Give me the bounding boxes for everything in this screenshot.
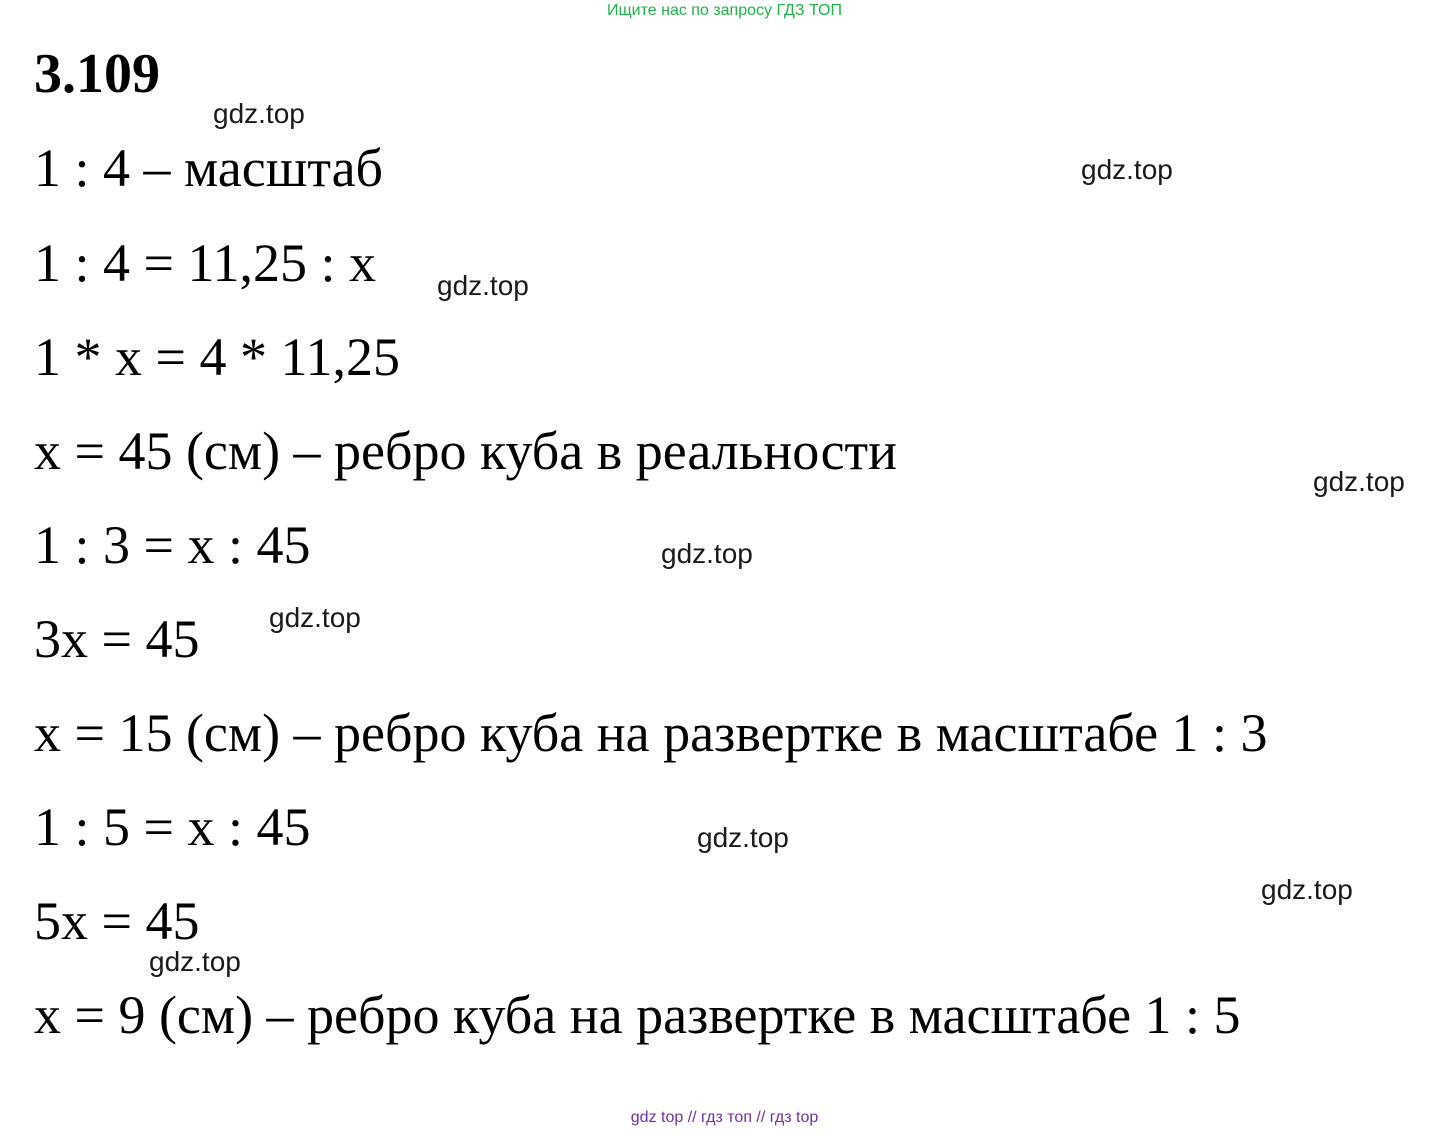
watermark: gdz.top: [149, 946, 241, 977]
problem-number: 3.109: [34, 43, 160, 105]
solution-line-2: 1 : 4 = 11,25 : x: [34, 233, 376, 293]
top-banner: Ищите нас по запросу ГДЗ ТОП: [607, 2, 842, 19]
solution-line-1: 1 : 4 – масштаб: [34, 138, 384, 198]
watermark: gdz.top: [437, 270, 529, 301]
solution-line-5: 1 : 3 = x : 45: [34, 515, 311, 575]
solution-line-6: 3x = 45: [34, 609, 200, 669]
footer-watermark: gdz top // гдз топ // гдз top: [630, 1109, 819, 1126]
solution-line-8: 1 : 5 = x : 45: [34, 797, 311, 857]
watermark: gdz.top: [1081, 154, 1173, 185]
solution-line-9: 5x = 45: [34, 891, 200, 951]
watermark: gdz.top: [269, 602, 361, 633]
watermark: gdz.top: [1313, 466, 1405, 497]
solution-line-4: x = 45 (см) – ребро куба в реальности: [34, 421, 898, 481]
watermark: gdz.top: [697, 822, 789, 853]
watermark: gdz.top: [213, 98, 305, 129]
watermark: gdz.top: [1261, 874, 1353, 905]
solution-line-10: x = 9 (см) – ребро куба на развертке в масштабе 1 : 5: [34, 985, 1241, 1045]
solution-line-3: 1 * x = 4 * 11,25: [34, 327, 400, 387]
watermark: gdz.top: [661, 538, 753, 569]
solution-line-7: x = 15 (см) – ребро куба на развертке в масштабе 1 : 3: [34, 703, 1268, 763]
